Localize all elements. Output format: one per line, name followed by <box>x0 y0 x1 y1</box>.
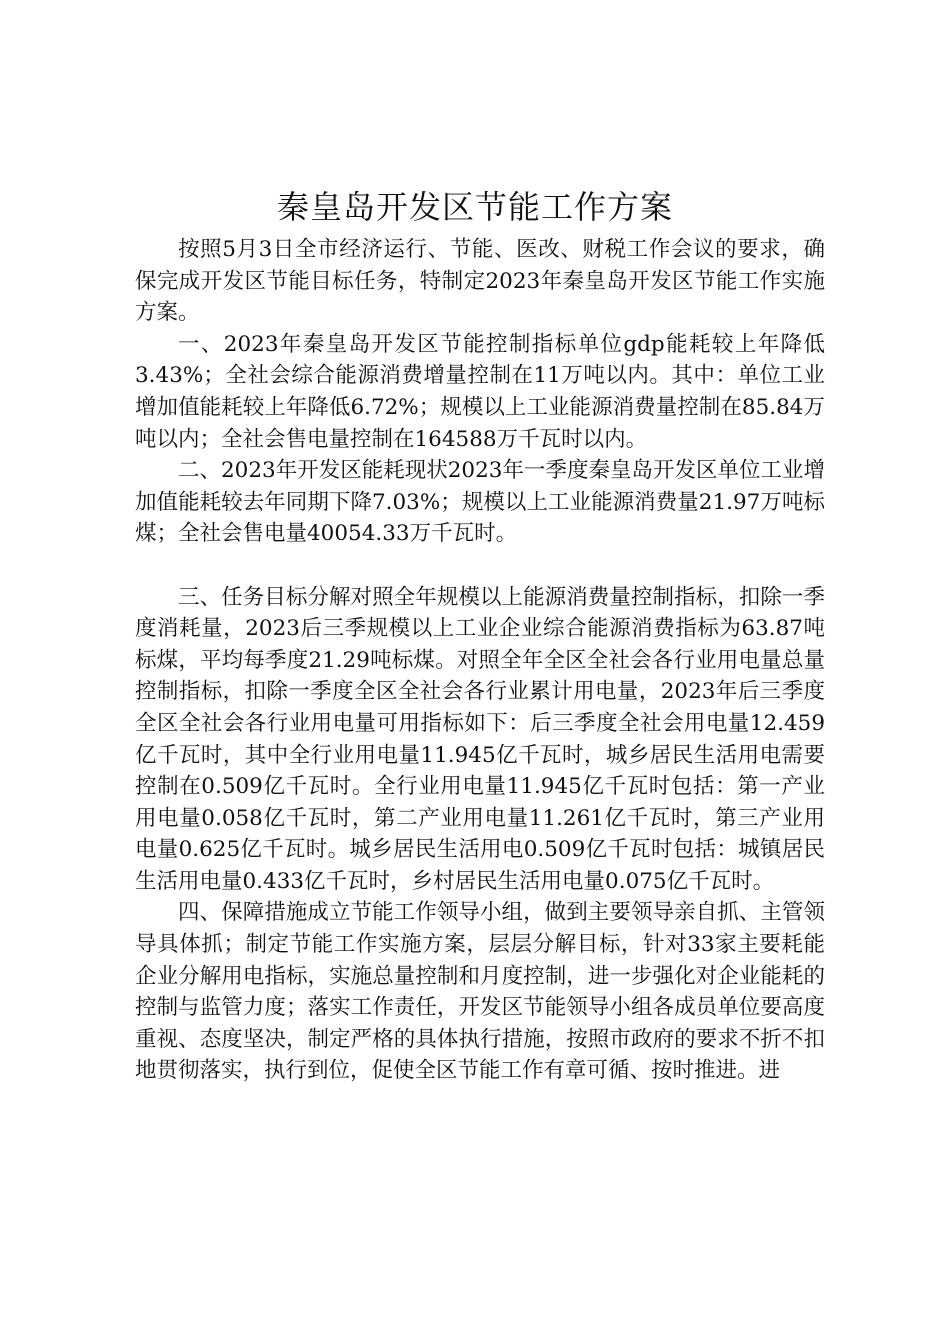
paragraph-section-4: 四、保障措施成立节能工作领导小组，做到主要领导亲自抓、主管领导具体抓；制定节能工作实施方案，层层分解目标，针对33家主要耗能企业分解用电指标，实施总量控制和月度控制，进一步强化对企业能耗的控制与监管力度；落实工作责任，开发区节能领导小组各成员单位要高度重视、态度坚决，制定严格的具体执行措施，按照市政府的要求不折不扣地贯彻落实，执行到位，促使全区节能工作有章可循、按时推进。进 <box>135 900 825 1084</box>
paragraph-intro: 按照5月3日全市经济运行、节能、医改、财税工作会议的要求，确保完成开发区节能目标任务，特制定2023年秦皇岛开发区节能工作实施方案。 <box>135 237 825 326</box>
document-body <box>135 234 825 1087</box>
paragraph-section-2: 二、2023年开发区能耗现状2023年一季度秦皇岛开发区单位工业增加值能耗较去年同期下降7.03%；规模以上工业能源消费量21.97万吨标煤；全社会售电量40054.33万千瓦时。 <box>135 458 825 547</box>
paragraph-section-1: 一、2023年秦皇岛开发区节能控制指标单位gdp能耗较上年降低3.43%；全社会综合能源消费增量控制在11万吨以内。其中：单位工业增加值能耗较上年降低6.72%；规模以上工业能源消费量控制在85.84万吨以内；全社会售电量控制在164588万千瓦时以内。 <box>135 331 825 452</box>
paragraph-section-3: 三、任务目标分解对照全年规模以上能源消费量控制指标，扣除一季度消耗量，2023后三季规模以上工业企业综合能源消费指标为63.87吨标煤，平均每季度21.29吨标煤。对照全年全区全社会各行业用电量总量控制指标，扣除一季度全区全社会各行业累计用电量，2023年后三季度全区全社会各行业用电量可用指标如下：后三季度全社会用电量12.459亿千瓦时，其中全行业用电量11.945亿千瓦时，城乡居民生活用电需要控制在0.509亿千瓦时。全行业用电量11.945亿千瓦时包括：第一产业用电量0.058亿千瓦时，第二产业用电量11.261亿千瓦时，第三产业用电量0.625亿千瓦时。城乡居民生活用电0.509亿千瓦时包括：城镇居民生活用电量0.433亿千瓦时，乡村居民生活用电量0.075亿千瓦时。 <box>135 584 825 894</box>
document-title: 秦皇岛开发区节能工作方案 <box>276 188 673 226</box>
